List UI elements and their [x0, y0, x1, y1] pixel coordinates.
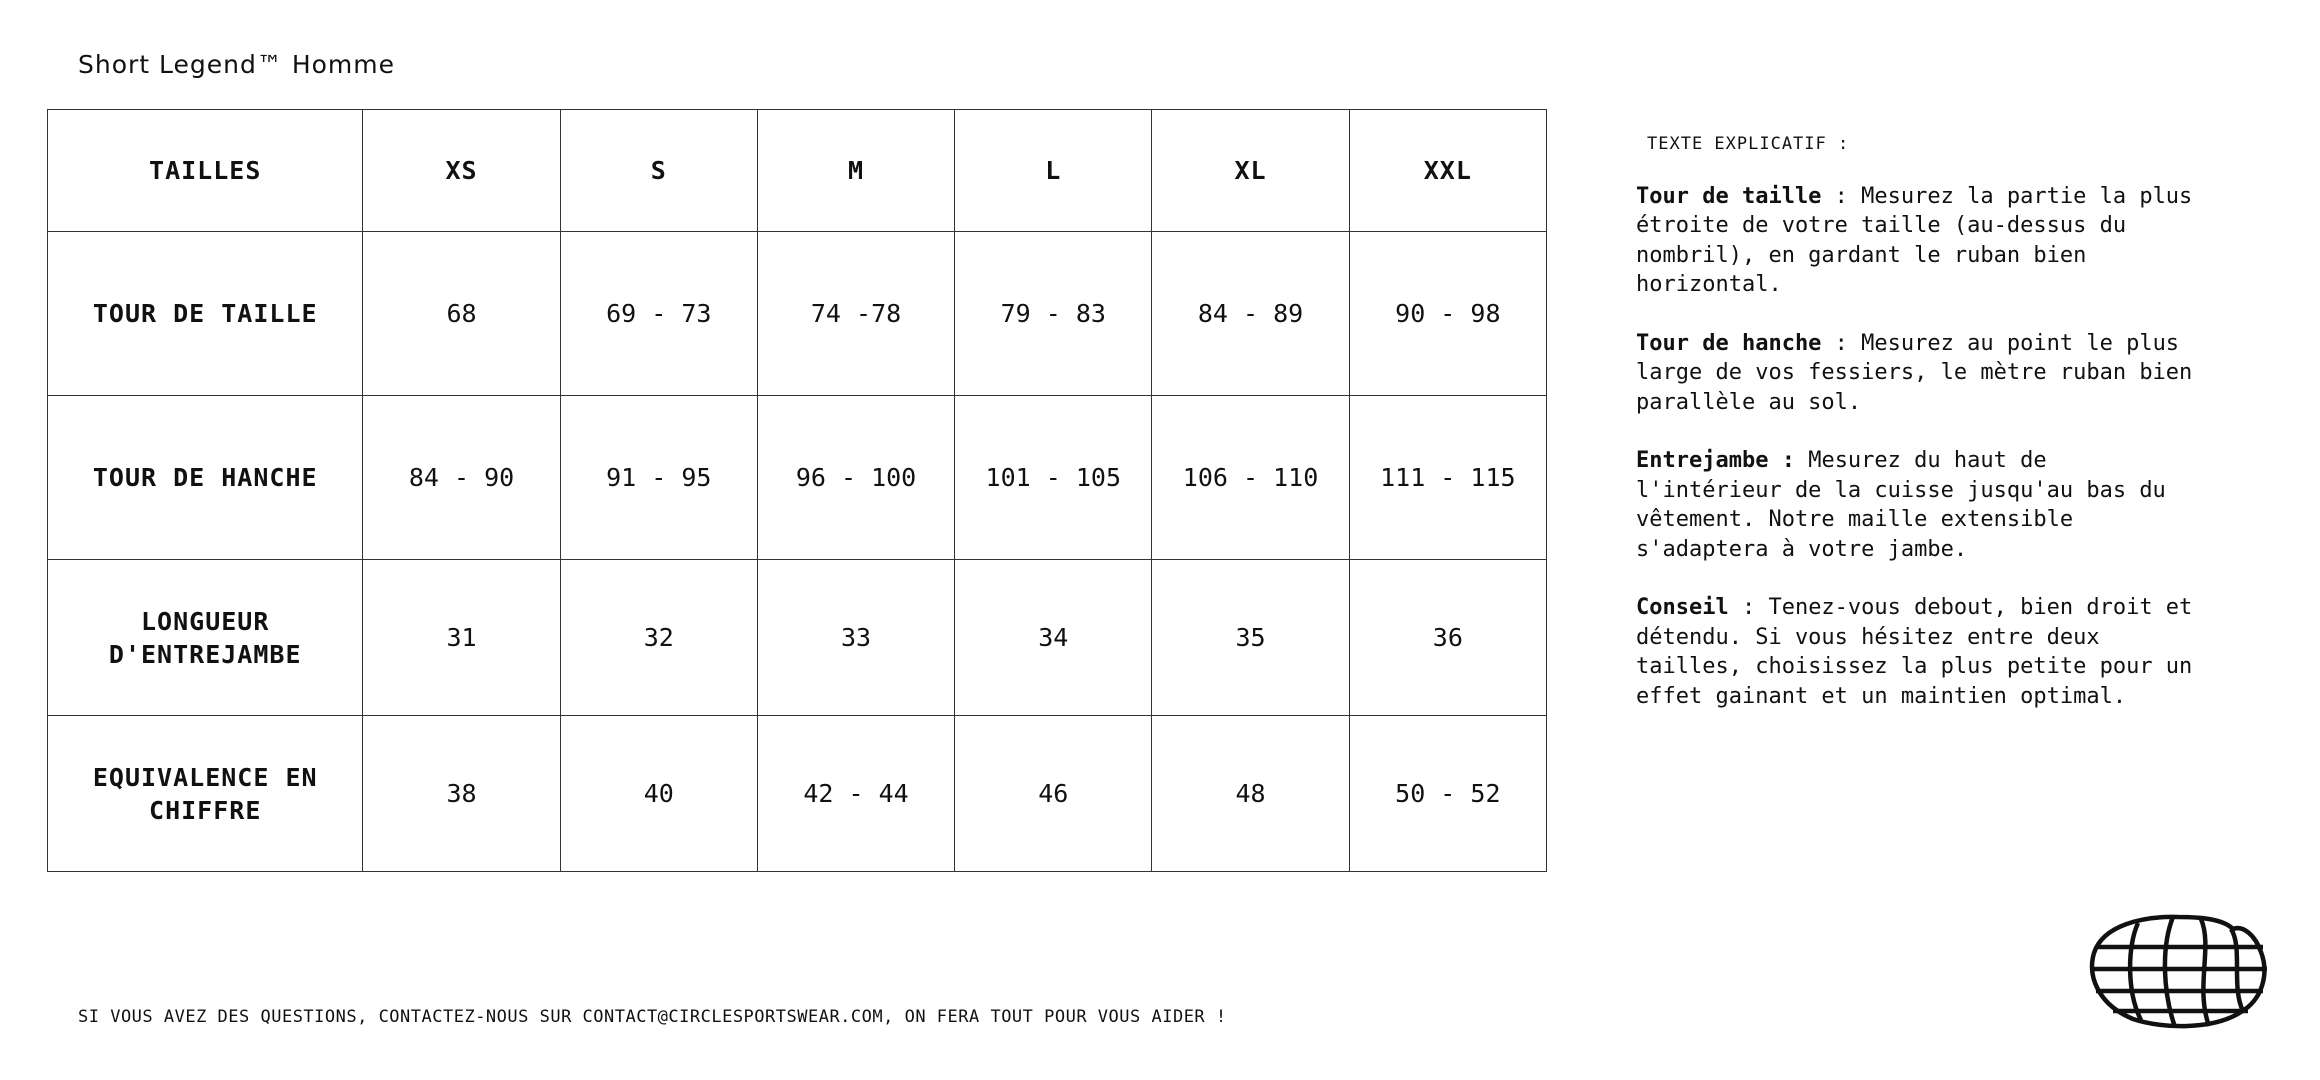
table-cell: 48: [1152, 716, 1349, 872]
row-label: [48, 716, 363, 872]
explanation-heading: TEXTE EXPLICATIF :: [1647, 134, 1850, 154]
explanation-term: Entrejambe :: [1636, 448, 1795, 473]
size-chart-table: [47, 109, 1547, 872]
table-cell: 42 - 44: [757, 716, 954, 872]
table-cell: 90 - 98: [1349, 232, 1546, 396]
row-label-line: TOUR DE HANCHE: [92, 463, 318, 492]
table-cell: 91 - 95: [560, 396, 757, 560]
table-cell: 40: [560, 716, 757, 872]
header-label: TAILLES: [48, 110, 363, 232]
table-row-waist: [48, 232, 1547, 396]
explanation-text: : Tenez-vous debout, bien droit et détendu. Si vous hésitez entre deux tailles, choisissez la plus petite pour un effet gainant et un maintien optimal.: [1636, 595, 2193, 709]
page-title: Short Legend™ Homme: [78, 50, 395, 79]
row-label: [48, 396, 363, 560]
size-header: S: [560, 110, 757, 232]
table-cell: 79 - 83: [955, 232, 1152, 396]
row-label: [48, 560, 363, 716]
table-cell: 84 - 89: [1152, 232, 1349, 396]
row-label-line: LONGUEUR: [140, 606, 270, 636]
table-row-inseam: [48, 560, 1547, 716]
table-header-row: [48, 110, 1547, 232]
table-cell: 32: [560, 560, 757, 716]
table-cell: 101 - 105: [955, 396, 1152, 560]
globe-logo-icon: [2083, 907, 2273, 1032]
row-label: [48, 232, 363, 396]
table-cell: 111 - 115: [1349, 396, 1546, 560]
table-row-equivalence: [48, 716, 1547, 872]
table-cell: 84 - 90: [363, 396, 560, 560]
explanation-item: [1636, 182, 2196, 300]
explanation-item: [1636, 329, 2196, 418]
table-cell: 31: [363, 560, 560, 716]
explanation-term: Tour de hanche: [1636, 330, 1822, 356]
explanation-term: Tour de taille: [1636, 183, 1822, 209]
row-label-line: D'ENTREJAMBE: [108, 639, 302, 669]
size-header: L: [955, 110, 1152, 232]
size-header: XS: [363, 110, 560, 232]
explanation-item: [1636, 593, 2196, 711]
table-cell: 36: [1349, 560, 1546, 716]
table-cell: 38: [363, 716, 560, 872]
table-cell: 34: [955, 560, 1152, 716]
size-header: XXL: [1349, 110, 1546, 232]
table-cell: 68: [363, 232, 560, 396]
explanation-text: : Mesurez la partie la plus étroite de votre taille (au-dessus du nombril), en gardant le ruban bien horizontal.: [1636, 183, 2193, 297]
row-label-line: CHIFFRE: [149, 795, 262, 825]
table-cell: 35: [1152, 560, 1349, 716]
table-cell: 46: [955, 716, 1152, 872]
explanation-term: Conseil: [1636, 595, 1729, 620]
size-header: M: [757, 110, 954, 232]
table-cell: 50 - 52: [1349, 716, 1546, 872]
table-cell: 33: [757, 560, 954, 716]
footer-contact-text: SI VOUS AVEZ DES QUESTIONS, CONTACTEZ-NOUS SUR CONTACT@CIRCLESPORTSWEAR.COM, ON FERA TOUT POUR VOUS AIDER !: [78, 1007, 1227, 1027]
explanation-panel: [1636, 130, 2196, 740]
table-cell: 74 -78: [757, 232, 954, 396]
size-header: XL: [1152, 110, 1349, 232]
explanation-item: [1636, 446, 2196, 564]
table-cell: 106 - 110: [1152, 396, 1349, 560]
explanation-text: Mesurez du haut de l'intérieur de la cuisse jusqu'au bas du vêtement. Notre maille extensible s'adaptera à votre jambe.: [1636, 448, 2166, 562]
row-label-line: TOUR DE TAILLE: [92, 299, 318, 328]
table-cell: 69 - 73: [560, 232, 757, 396]
explanation-text: : Mesurez au point le plus large de vos fessiers, le mètre ruban bien parallèle au sol.: [1636, 330, 2193, 415]
table-row-hip: [48, 396, 1547, 560]
row-label-line: EQUIVALENCE EN: [92, 762, 318, 792]
table-cell: 96 - 100: [757, 396, 954, 560]
